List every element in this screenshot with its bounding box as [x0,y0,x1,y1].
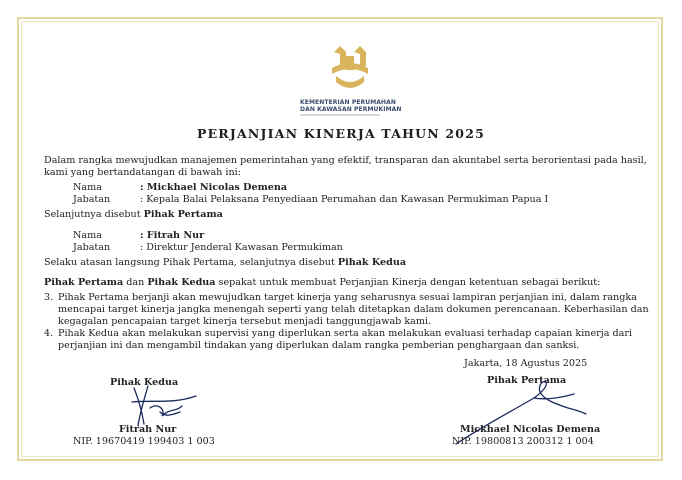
right-signatory-name: Mickhael Nicolas Demena [460,424,601,435]
party1-alias: Pihak Pertama [143,209,223,220]
ministry-subtitle-rule [300,114,380,116]
agreement-rest: sepakat untuk membuat Perjanjian Kinerja dengan ketentuan sebagai berikut: [215,277,601,288]
place-date: Jakarta, 18 Agustus 2025 [464,358,588,369]
right-signatory-nip: NIP. 19800813 200312 1 004 [452,436,594,447]
party2-alias-line [44,257,406,269]
ministry-name [300,99,420,113]
agreement-conjunction: dan [123,277,148,288]
party1-name-value: : Mickhael Nicolas Demena [140,182,288,193]
clause-line: kegagalan pencapaian target kinerja tersebut menjadi tanggungjawab kami. [58,316,432,327]
ministry-line-1: KEMENTERIAN PERUMAHAN [300,99,397,106]
left-signatory-name: Fitrah Nur [119,424,177,435]
clause-line: Pihak Kedua akan melakukan supervisi yang diperlukan serta akan melakukan evaluasi terhadap capaian kinerja dari [58,328,632,339]
party1-alias-prefix: Selanjutnya disebut [44,209,144,220]
signature-icon [104,382,204,428]
party2-position-label: Jabatan [73,242,111,253]
clause-line: Pihak Pertama berjanji akan mewujudkan target kinerja yang seharusnya sesuai lampiran perjanjian ini, dalam rangka [58,292,637,303]
party2-name-value: : Fitrah Nur [140,230,205,241]
document-title: PERJANJIAN KINERJA TAHUN 2025 [196,126,485,141]
clause-line: perjanjian ini dan mengambil tindakan yang diperlukan dalam rangka pemberian penghargaan dan sanksi. [58,340,580,351]
party1-alias-line [44,209,223,221]
party2-alias: Pihak Kedua [337,257,407,268]
party1-position-label: Jabatan [73,194,111,205]
right-signatory-role: Pihak Pertama [487,375,567,386]
clause-number: 4. [44,328,54,339]
left-signatory-role: Pihak Kedua [110,377,179,388]
clause-number: 3. [44,292,54,303]
party2-name-label: Nama [73,230,102,241]
party2-position-value: : Direktur Jenderal Kawasan Permukiman [140,242,343,253]
party1-name-label: Nama [73,182,102,193]
agreement-party-a: Pihak Pertama [44,277,124,288]
left-signatory-nip: NIP. 19670419 199403 1 003 [73,436,215,447]
agreement-line [44,277,600,289]
party1-position-value: : Kepala Balai Pelaksana Penyediaan Perumahan dan Kawasan Permukiman Papua I [140,194,549,205]
ministry-emblem-icon [326,44,374,94]
agreement-party-b: Pihak Kedua [147,277,216,288]
clause-line: mencapai target kinerja jangka menengah seperti yang telah ditetapkan dalam dokumen perencanaan. Keberhasilan dan [58,304,649,315]
party2-alias-prefix: Selaku atasan langsung Pihak Pertama, selanjutnya disebut [44,257,338,268]
intro-line-2: kami yang bertandatangan di bawah ini: [44,167,241,178]
ministry-line-2: DAN KAWASAN PERMUKIMAN [300,106,402,113]
intro-line-1: Dalam rangka mewujudkan manajemen pemerintahan yang efektif, transparan dan akuntabel serta berorientasi pada hasil, [44,155,647,166]
